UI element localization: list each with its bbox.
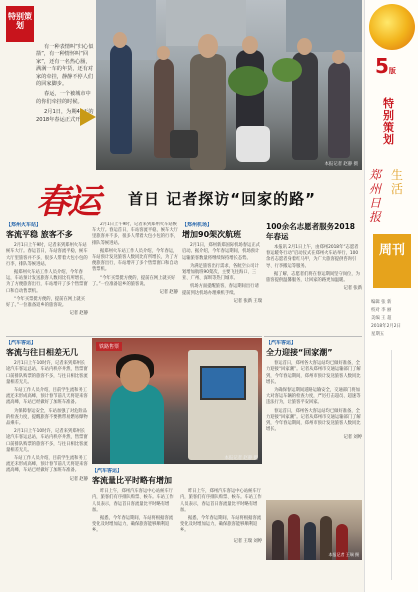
intro-paragraph: 2月1日，为期40天的2018年春运正式开始。	[36, 109, 94, 123]
divider	[6, 336, 262, 337]
article-paragraph: 为满足旅客出行需求，各航空公司计划增加航班90架次，主要飞往海口、三亚、广州、深圳等热门城市。	[182, 263, 259, 282]
page-number-unit: 版	[388, 67, 396, 75]
traveler-head	[332, 50, 345, 64]
article-kicker: 【郑州火车站】	[6, 222, 42, 228]
article-bus-left	[6, 340, 88, 588]
article-paragraph: 2月1日上午10时许，记者来到郑州长途汽车客运总站，车站内秩序井然，售票窗口前排队购票的旅客不多，与往日相比客流量相差无几。	[6, 361, 88, 385]
ticket-machine-photo	[92, 338, 262, 464]
section-life: 生活	[391, 168, 404, 196]
photo-caption: 本报记者 赵静 摄	[324, 162, 358, 167]
article-byline: 记者 王瑞 刘婷	[233, 538, 262, 544]
traveler-figure	[110, 44, 132, 154]
plant-bundle	[228, 66, 268, 96]
article-kicker: 【汽车客运】	[266, 340, 297, 346]
intro-paragraph: 春运，一个被城市中的你们牵挂的时候。	[36, 91, 91, 105]
article-paragraph: 据悉，今年春运期间，车站将根据客流变化及时增加运力，确保旅客能够顺利返乡。	[92, 516, 174, 534]
article-paragraph: 车站工作人员介绍，目前学生流和务工流还未形成高峰，预计春节前几天将迎来客流高峰，车站已经做好了加班车准备。	[6, 456, 88, 474]
meta-line: 星期五	[371, 332, 385, 337]
meta-line: 2018年2月2日	[371, 324, 401, 329]
traveler-head	[113, 32, 127, 48]
photo-caption: 本报记者 王瑞 摄	[328, 552, 359, 557]
article-paragraph: 车站工作人员介绍，目前学生流和务工流还未形成高峰，预计春节前几天将迎来客流高峰，车站已经做好了加班车准备。	[6, 388, 88, 406]
section-badge: 特别策划	[6, 6, 34, 42]
crowd-photo	[266, 500, 362, 560]
article-volunteer	[266, 222, 362, 334]
article-paragraph: 机场方面提醒旅客，春运期间出行请提前到达机场办理乘机手续。	[182, 284, 259, 296]
article-title: 客流量比平时略有增加	[92, 476, 172, 486]
luggage-bag	[236, 126, 270, 162]
article-paragraph: 据悉，今年春运期间，车站将根据客流变化及时增加运力，确保旅客能够顺利返乡。	[180, 516, 262, 534]
intro-paragraph: 有一种表情叫“归心似箭”，有一种情怀叫“回家”，还有一名热心肠，满满一车的年货，还有对家的牵挂，静静不停人们的回家脚步。	[36, 44, 94, 88]
luggage-bag	[170, 130, 198, 158]
article-byline: 记者 张新	[343, 286, 362, 292]
article-paragraph: 为确保春运期间道路运输安全，交通部门将加大对客运车辆的检查力度，严厉打击超员、超速等违法行为，让旅客平安回家。	[266, 388, 361, 406]
article-byline: 记者 赵静	[159, 290, 178, 296]
main-photo	[96, 0, 362, 170]
article-title: 客流与往日相差无几	[6, 348, 78, 358]
divider	[391, 350, 392, 580]
article-paragraph: 据郑州火车站工作人员介绍，今年春运，车站预计发送旅客人数同比有所增长，为了方便旅客出行，车站增开了多个售票窗口和自动售票机。	[92, 248, 178, 273]
page-number-value: 5	[375, 54, 389, 78]
traveler-head	[198, 34, 218, 58]
article-paragraph: “今年买票挺方便的，提前在网上就买好了。”一位准备返乡的旅客说。	[6, 296, 85, 309]
article-kicker: 【汽车客运】	[6, 340, 37, 346]
traveler-head	[157, 46, 170, 60]
meta-line: 校对 李 丽	[371, 308, 392, 313]
traveler-figure	[328, 62, 350, 158]
article-bus-mid	[92, 468, 262, 588]
article-paragraph: 为保障春运安全，车站加强了对危险品的检查力度，提醒旅客不要携带易燃易爆物品乘车。	[6, 408, 88, 427]
traveler-head	[297, 38, 312, 55]
article-paragraph: 春运首日，郑州各大客运站均已做好准备，全力迎接“回家潮”。记者从郑州市交通运输部门了解到，今年春运期间，郑州市预计发送旅客人数同比增长。	[266, 408, 361, 433]
crowd-figure	[304, 522, 316, 560]
weekly-badge: 周刊	[373, 234, 411, 288]
meta-line: 编辑 张 新	[371, 300, 392, 305]
article-paragraph: 昨日上午，郑州汽车客运中心站候车厅内，旅客们有序排队购票、候车。车站工作人员表示，春运首日客流量比平时略有增加。	[92, 489, 174, 513]
article-paragraph: 据郑州火车站工作人员介绍，今年春运，车站预计发送旅客人数同比有所增长，为了方便旅客出行，车站增开了多个售票窗口和自动售票机。	[6, 270, 88, 294]
article-rail-continued	[92, 222, 178, 334]
article-paragraph: 春运首日，郑州各大客运站均已做好准备，全力迎接“回家潮”。记者从郑州市交通运输部门了解到，今年春运期间，郑州市预计发送旅客人数同比增长。	[266, 361, 361, 385]
divider	[264, 336, 362, 337]
article-byline: 记者 张新 王瑞	[233, 298, 262, 304]
photo-caption: 本报记者 赵静 摄	[224, 456, 258, 461]
crowd-figure	[272, 520, 284, 560]
article-paragraph: “今年买票挺方便的，提前在网上就买好了。”一位准备返乡的旅客说。	[92, 275, 176, 287]
newspaper-brand: 郑州日报	[369, 168, 382, 224]
machine-screen-shape	[200, 366, 246, 400]
article-paragraph: 据了解，志愿者们将在春运期间坚守岗位，为旅客提供温馨服务，让回家的路更加温暖。	[266, 271, 360, 284]
article-title: 增加90架次航班	[182, 230, 242, 240]
article-kicker: 【汽车客运】	[92, 468, 123, 474]
traveler-head	[242, 36, 258, 54]
article-paragraph: 2月1日，郑州新郑国际机场春运正式启动。据介绍，今年春运期间，机场预计运输旅客数量将继续保持增长态势。	[182, 243, 260, 261]
article-title: 100余名志愿者服务2018年春运	[266, 222, 356, 241]
arrow-right-icon	[80, 108, 96, 126]
article-paragraph: 本报讯 2月1日上午，由郑州2018年“志愿者春运暖冬行动”启动仪式在郑州火车站举行，100余名志愿者身着红马甲，为广大旅客提供咨询引导、行李搬运等服务。	[266, 245, 359, 269]
article-byline: 记者 刘婷	[343, 435, 362, 441]
article-railway-rush	[266, 340, 362, 496]
article-paragraph: 2月1日上午10时许，记者来到郑州长途汽车客运总站，车站内秩序井然，售票窗口前排队购票的旅客不多，与往日相比客流量相差无几。	[6, 429, 88, 453]
headline-sub: 首日 记者探访“回家的路”	[128, 190, 316, 208]
article-title: 全力迎接“回家潮”	[266, 348, 333, 358]
article-byline: 记者 赵静	[69, 311, 88, 317]
woman-head	[120, 360, 150, 392]
article-air	[182, 222, 262, 334]
article-rail	[6, 222, 88, 334]
article-columns	[92, 489, 262, 536]
sidebar	[364, 0, 418, 592]
edition-meta	[371, 300, 415, 340]
article-kicker: 【郑州机场】	[182, 222, 213, 228]
meta-line: 美编 王 超	[371, 316, 392, 321]
page-number	[375, 54, 396, 78]
article-paragraph: 昨日上午，郑州汽车客运中心站候车厅内，旅客们有序排队购票、候车。车站工作人员表示，春运首日客流量比平时略有增加。	[180, 489, 262, 513]
article-byline: 记者 赵静	[69, 476, 88, 482]
article-paragraph: 2月1日上午9时，记者来到郑州火车站候车大厅。春运首日，车站客流平稳，候车大厅里旅客并不多，很多人带着大包小包的行李，排队等候进站。	[6, 243, 88, 267]
station-sign: 铁路售票	[96, 342, 122, 351]
section-title: 特别策划	[383, 97, 394, 146]
article-paragraph: 2月1日上午9时，记者来到郑州火车站候车大厅。春运首日，车站客流平稳，候车大厅里旅客并不多，很多人带着大包小包的行李，排队等候进站。	[92, 222, 178, 246]
woman-figure	[110, 384, 164, 464]
headline	[36, 174, 362, 220]
plant-bundle	[272, 58, 302, 82]
article-title: 客流平稳 旅客不多	[6, 230, 73, 240]
crowd-figure	[288, 514, 300, 560]
sun-icon	[369, 4, 415, 50]
headline-big: 春运	[36, 182, 98, 222]
